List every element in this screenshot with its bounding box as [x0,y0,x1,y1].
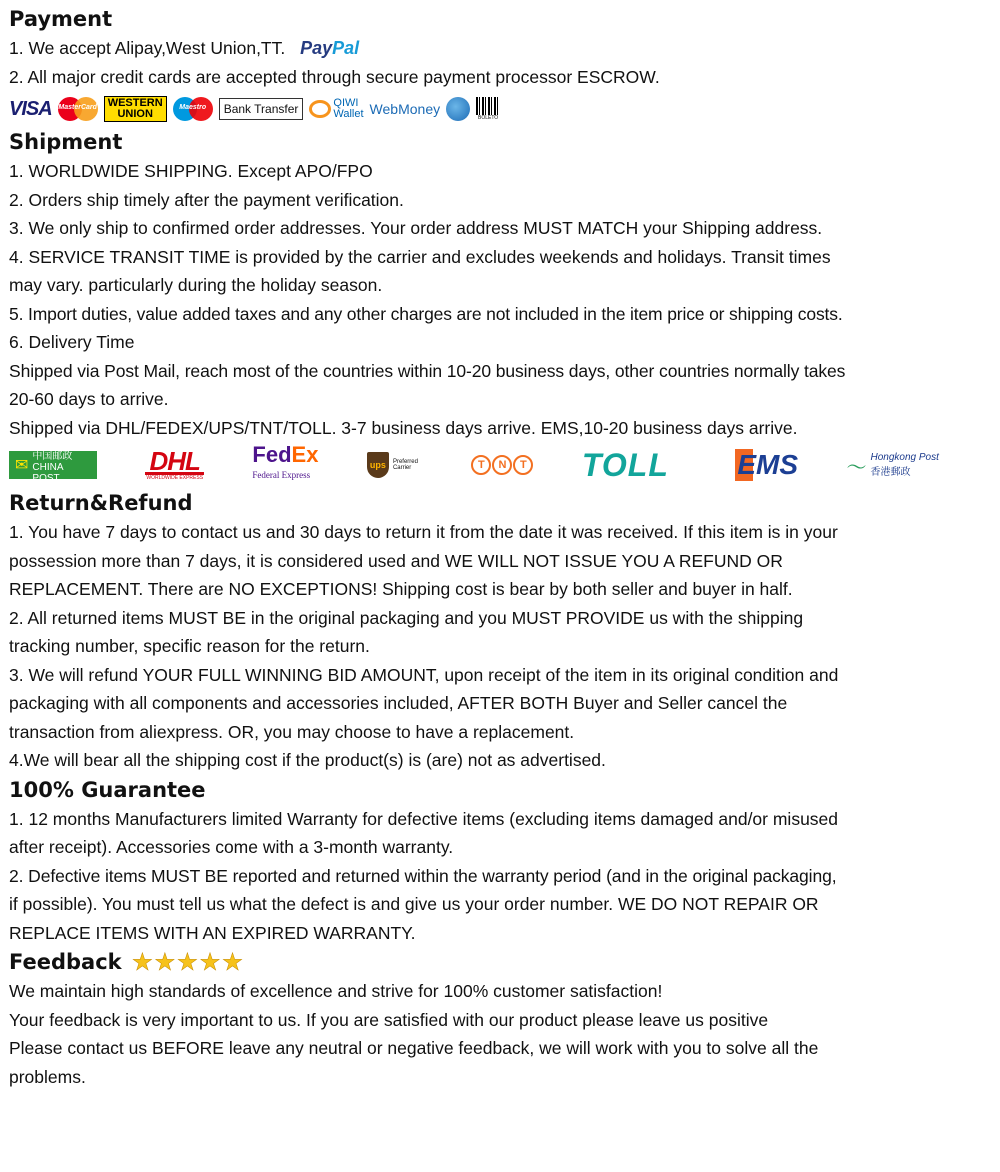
policy-page [9,4,984,1091]
hongkong-post-logo: 〜 Hongkong Post 香港郵政 [846,452,939,479]
shipment-line: 5. Import duties, value added taxes and any other charges are not included in the item price or shipping costs. [9,303,843,324]
feedback-line: Please contact us BEFORE leave any neutral or negative feedback, we will work with you to solve all the [9,1038,819,1058]
guarantee-line: 1. 12 months Manufacturers limited Warranty for defective items (excluding items damaged and/or misused [9,808,839,829]
western-union-logo: WESTERN UNION [104,96,167,122]
visa-logo: VISA [9,97,52,120]
feedback-header [9,947,984,977]
guarantee-heading: 100% Guarantee [9,777,206,802]
toll-logo: TOLL [581,446,669,483]
feedback-heading: Feedback [9,950,122,974]
return-refund-section [9,488,984,775]
guarantee-line: REPLACE ITEMS WITH AN EXPIRED WARRANTY. [9,922,416,943]
bank-transfer-logo: Bank Transfer [219,98,304,120]
maestro-logo: Maestro [173,97,213,121]
tnt-logo: T N T [471,455,533,475]
payment-line-2: 2. All major credit cards are accepted through secure payment processor ESCROW. [9,66,660,87]
shipment-line: 4. SERVICE TRANSIT TIME is provided by the carrier and excludes weekends and holidays. Transit times [9,246,831,267]
return-line: 1. You have 7 days to contact us and 30 days to return it from the date it was received. If this item is in your [9,522,838,542]
shipment-heading: Shipment [9,130,123,154]
return-line: packaging with all components and accessories included, AFTER BOTH Buyer and Seller cancel the [9,693,788,713]
five-star-icon: ★★★★★ [131,948,245,976]
bird-icon: 〜 [846,456,867,479]
return-refund-heading: Return&Refund [9,491,193,515]
ups-logo: ups Preferred Carrier [367,452,423,478]
mastercard-logo: MasterCard [58,97,98,121]
feedback-line: problems. [9,1066,86,1087]
feedback-line: We maintain high standards of excellence and strive for 100% customer satisfaction! [9,981,663,1001]
return-line: 2. All returned items MUST BE in the original packaging and you MUST PROVIDE us with the shipping [9,607,804,628]
shipment-line: 2. Orders ship timely after the payment verification. [9,189,404,210]
qiwi-wallet-logo: QIWI Wallet [309,98,363,120]
guarantee-line: 2. Defective items MUST BE reported and returned within the warranty period (and in the original packaging, [9,865,837,886]
return-line: REPLACEMENT. There are NO EXCEPTIONS! Shipping cost is bear by both seller and buyer in half. [9,579,793,599]
guarantee-line: after receipt). Accessories come with a 3-month warranty. [9,837,454,857]
feedback-section [9,947,984,1091]
shipment-line: 1. WORLDWIDE SHIPPING. Except APO/FPO [9,161,373,181]
payment-section [9,4,984,127]
paypal-logo: PayPal [300,38,360,58]
guarantee-line: if possible). You must tell us what the defect is and give us your order number. WE DO NOT REPAIR OR [9,894,819,914]
return-line: transaction from aliexpress. OR, you may choose to have a replacement. [9,721,575,742]
carrier-logos [9,442,939,488]
webmoney-globe-icon [446,97,470,121]
boleto-logo: BOLETO [476,97,500,121]
shipment-line: 6. Delivery Time [9,332,135,352]
return-line: possession more than 7 days, it is considered used and WE WILL NOT ISSUE YOU A REFUND OR [9,550,783,571]
payment-line-1-text: 1. We accept Alipay,West Union,TT. [9,38,286,58]
return-line: 4.We will bear all the shipping cost if the product(s) is (are) not as advertised. [9,750,606,770]
feedback-line: Your feedback is very important to us. If you are satisfied with our product please leave us positive [9,1009,769,1030]
return-line: 3. We will refund YOUR FULL WINNING BID AMOUNT, upon receipt of the item in its original condition and [9,664,839,685]
dhl-logo: DHL WORLDWIDE EXPRESS [146,445,204,481]
shipment-section [9,127,984,488]
shipment-line: Shipped via Post Mail, reach most of the countries within 10-20 business days, other countries normally takes [9,360,846,381]
payment-line-1 [9,34,984,63]
guarantee-section [9,775,984,948]
shipment-line: 3. We only ship to confirmed order addresses. Your order address MUST MATCH your Shipping address. [9,218,823,238]
ems-logo: EMS [717,449,798,481]
fedex-logo: FedEx Federal Express [252,442,319,480]
shipment-line: may vary. particularly during the holiday season. [9,275,383,295]
return-line: tracking number, specific reason for the return. [9,636,370,656]
payment-heading: Payment [9,7,113,31]
china-post-logo: ✉ 中国邮政 CHINA POST [9,451,97,479]
shipment-line: Shipped via DHL/FEDEX/UPS/TNT/TOLL. 3-7 business days arrive. EMS,10-20 business days arrive. [9,417,798,438]
shipment-line: 20-60 days to arrive. [9,389,169,409]
webmoney-logo: WebMoney [369,101,441,117]
payment-logos [9,91,984,127]
